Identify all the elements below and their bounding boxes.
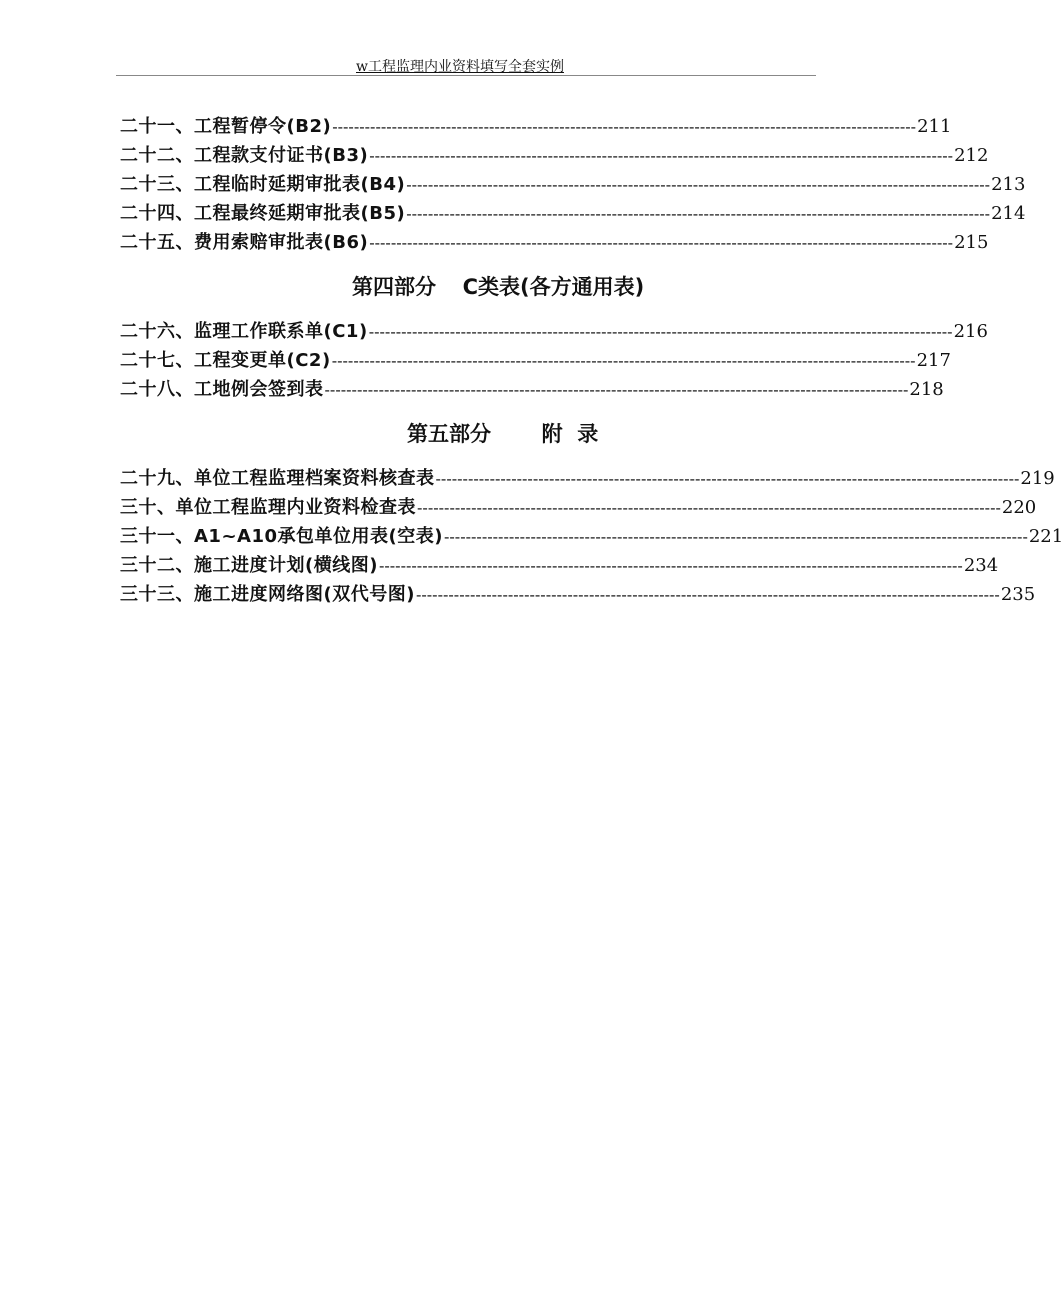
toc-leader: ------------------------------------------------------------------------------------------------------------: [369, 146, 954, 165]
section-part-label: 第四部分: [352, 275, 436, 299]
toc-entry-title: 二十七、工程变更单(C2): [120, 350, 331, 371]
section-part-name: 附 录: [541, 422, 599, 446]
toc-entry[interactable]: [120, 580, 1036, 609]
toc-entry-title: 二十六、监理工作联系单(C1): [120, 321, 368, 342]
table-of-contents: [120, 112, 1063, 609]
page-header-title: w工程监理内业资料填写全套实例: [356, 59, 564, 75]
section-heading-part-4: [120, 257, 820, 317]
toc-entry-title: 二十五、费用索赔审批表(B6): [120, 232, 369, 253]
toc-leader: ------------------------------------------------------------------------------------------------------------: [324, 380, 909, 399]
toc-entry[interactable]: [120, 375, 944, 404]
toc-entry[interactable]: [120, 522, 1063, 551]
toc-entry-page: 218: [909, 379, 944, 400]
toc-entry[interactable]: [120, 346, 951, 375]
toc-leader: ------------------------------------------------------------------------------------------------------------: [369, 233, 954, 252]
toc-entry-title: 三十、单位工程监理内业资料检查表: [120, 497, 416, 518]
toc-entry-page: 217: [916, 350, 951, 371]
toc-entry-page: 215: [954, 232, 989, 253]
toc-entry-page: 212: [954, 145, 989, 166]
toc-entry-title: 二十一、工程暂停令(B2): [120, 116, 332, 137]
toc-leader: ------------------------------------------------------------------------------------------------------------: [406, 204, 991, 223]
toc-entry-title: 三十二、施工进度计划(横线图): [120, 555, 378, 576]
section-part-name: C类表(各方通用表): [462, 275, 645, 299]
toc-leader: ------------------------------------------------------------------------------------------------------------: [435, 469, 1020, 488]
toc-entry-title: 三十三、施工进度网络图(双代号图): [120, 584, 415, 605]
toc-entry[interactable]: [120, 112, 952, 141]
toc-entry-title: 二十九、单位工程监理档案资料核查表: [120, 468, 435, 489]
toc-leader: ------------------------------------------------------------------------------------------------------------: [417, 498, 1001, 517]
toc-entry[interactable]: [120, 141, 989, 170]
toc-entry-title: 二十二、工程款支付证书(B3): [120, 145, 369, 166]
toc-entry-page: 234: [963, 555, 999, 576]
toc-entry-page: 214: [991, 203, 1026, 224]
toc-entry-page: 219: [1020, 468, 1055, 489]
toc-entry-page: 213: [991, 174, 1026, 195]
toc-entry-page: 221: [1028, 526, 1063, 547]
toc-entry-page: 211: [917, 116, 952, 137]
toc-leader: ------------------------------------------------------------------------------------------------------------: [368, 322, 953, 341]
toc-entry[interactable]: [120, 551, 999, 580]
toc-leader: ------------------------------------------------------------------------------------------------------------: [406, 175, 991, 194]
toc-leader: ------------------------------------------------------------------------------------------------------------: [415, 585, 1000, 604]
section-heading-part-5: [120, 404, 820, 464]
toc-entry[interactable]: [120, 493, 1037, 522]
section-part-label: 第五部分: [407, 422, 491, 446]
toc-entry[interactable]: [120, 170, 1026, 199]
toc-leader: ------------------------------------------------------------------------------------------------------------: [331, 351, 916, 370]
toc-entry[interactable]: [120, 228, 989, 257]
toc-entry-title: 二十三、工程临时延期审批表(B4): [120, 174, 406, 195]
toc-entry[interactable]: [120, 464, 1055, 493]
toc-entry-page: 220: [1001, 497, 1037, 518]
toc-entry[interactable]: [120, 199, 1026, 228]
toc-leader: ------------------------------------------------------------------------------------------------------------: [332, 117, 917, 136]
toc-entry-title: 三十一、A1~A10承包单位用表(空表): [120, 526, 443, 547]
toc-entry-title: 二十四、工程最终延期审批表(B5): [120, 203, 406, 224]
toc-entry-title: 二十八、工地例会签到表: [120, 379, 324, 400]
toc-entry-page: 216: [953, 321, 988, 342]
toc-leader: ------------------------------------------------------------------------------------------------------------: [443, 527, 1028, 546]
toc-entry[interactable]: [120, 317, 988, 346]
header-divider: [116, 75, 816, 76]
toc-entry-page: 235: [1000, 584, 1036, 605]
toc-leader: ------------------------------------------------------------------------------------------------------------: [378, 556, 963, 575]
